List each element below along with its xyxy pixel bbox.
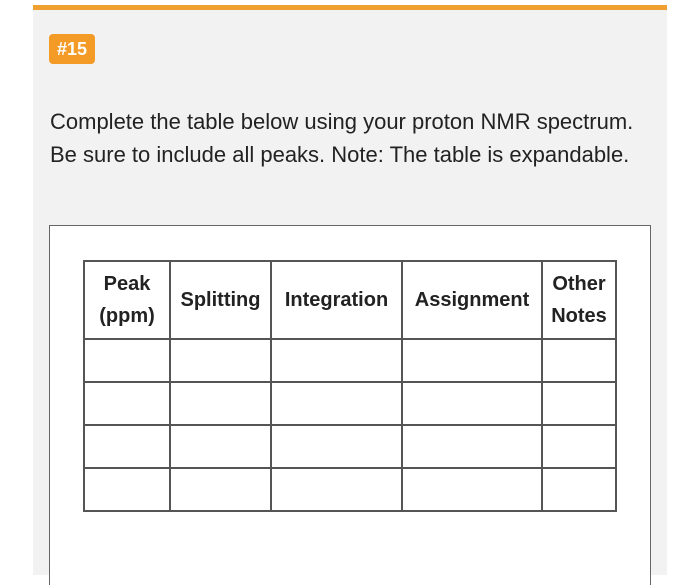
cell-assignment[interactable] [402,425,542,468]
cell-peak[interactable] [84,339,170,382]
header-peak-line1: Peak [103,273,151,295]
cell-integration[interactable] [271,468,402,511]
header-integration-label: Integration [284,289,389,311]
question-number-badge: #15 [49,34,95,64]
header-assignment [402,261,542,339]
cell-assignment[interactable] [402,468,542,511]
cell-other-notes[interactable] [542,339,616,382]
question-card [33,5,667,575]
cell-integration[interactable] [271,382,402,425]
cell-assignment[interactable] [402,382,542,425]
header-peak-line2: (ppm) [99,305,155,327]
cell-integration[interactable] [271,425,402,468]
cell-other-notes[interactable] [542,468,616,511]
table-row [84,382,616,425]
table-row [84,425,616,468]
cell-integration[interactable] [271,339,402,382]
header-integration [271,261,402,339]
cell-peak[interactable] [84,425,170,468]
header-other-notes-line2: Notes [551,305,607,327]
table-container [49,225,651,585]
cell-other-notes[interactable] [542,382,616,425]
header-peak [84,261,170,339]
table-row [84,468,616,511]
cell-splitting[interactable] [170,382,271,425]
header-other-notes-line1: Other [552,273,606,295]
nmr-data-table [83,260,617,512]
table-header-row [84,261,616,339]
header-splitting-label: Splitting [180,289,261,311]
table-row [84,339,616,382]
cell-splitting[interactable] [170,468,271,511]
cell-peak[interactable] [84,382,170,425]
cell-peak[interactable] [84,468,170,511]
question-text: Complete the table below using your proton NMR spectrum. Be sure to include all peaks. Note: The table is expandable. [50,109,634,167]
cell-other-notes[interactable] [542,425,616,468]
cell-splitting[interactable] [170,425,271,468]
header-assignment-label: Assignment [414,289,530,311]
header-splitting [170,261,271,339]
header-other-notes [542,261,616,339]
cell-assignment[interactable] [402,339,542,382]
cell-splitting[interactable] [170,339,271,382]
